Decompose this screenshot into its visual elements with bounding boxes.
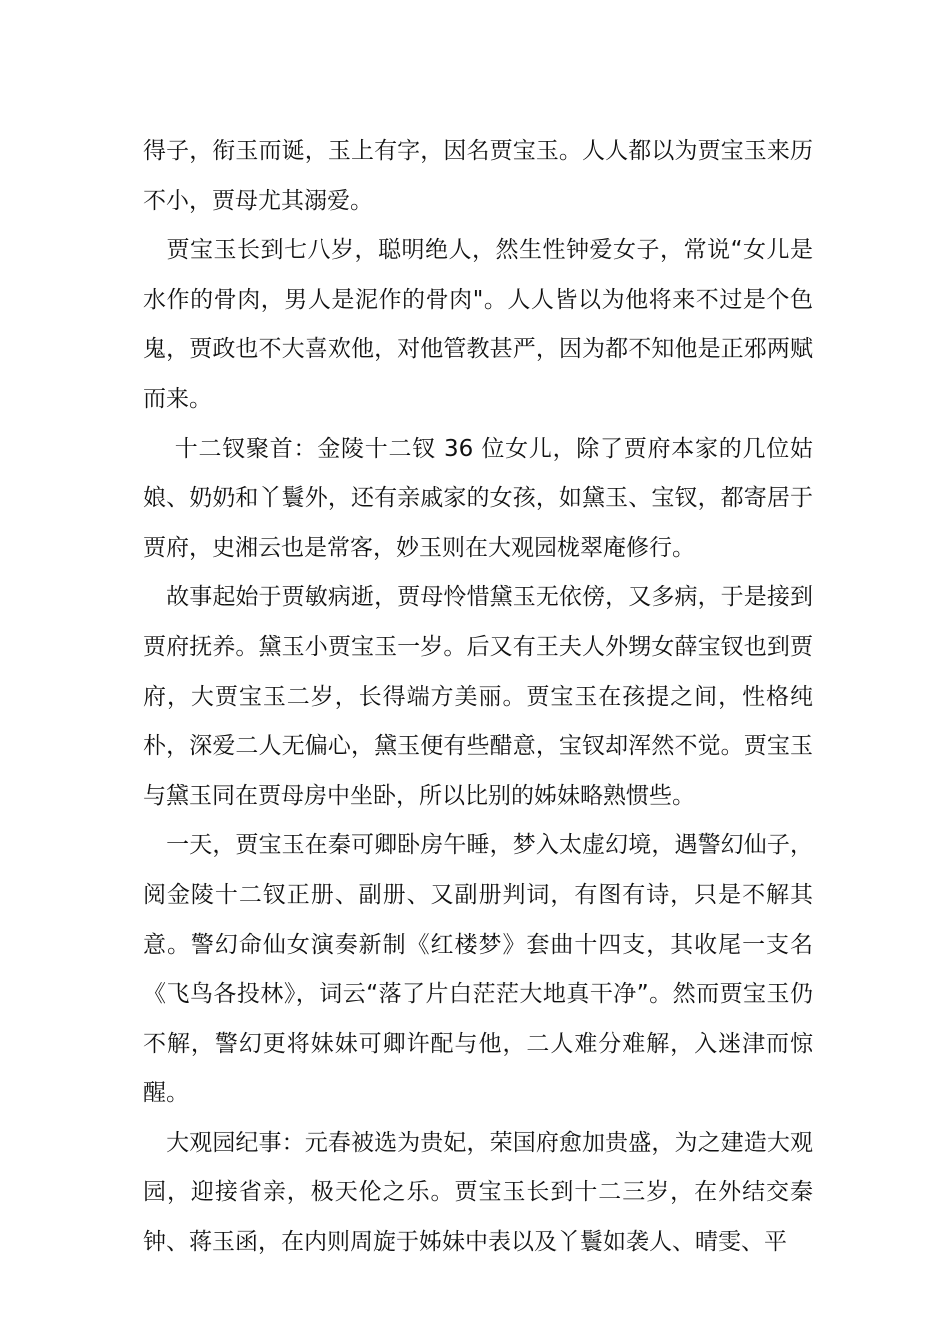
paragraph-5: 一天，贾宝玉在秦可卿卧房午睡，梦入太虚幻境，遇警幻仙子，阅金陵十二钗正册、副册、又副册判词，有图有诗，只是不解其意。警幻命仙女演奏新制《红楼梦》套曲十四支，其收尾一支名《飞鸟各投林》，词云“落了片白茫茫大地真干净”。然而贾宝玉仍不解，警幻更将妹妹可卿许配与他，二人难分难解，入迷津而惊醒。 bbox=[143, 832, 813, 1107]
paragraph-4: 故事起始于贾敏病逝，贾母怜惜黛玉无依傍，又多病，于是接到贾府抚养。黛玉小贾宝玉一岁。后又有王夫人外甥女薛宝钗也到贾府，大贾宝玉二岁，长得端方美丽。贾宝玉在孩提之间，性格纯朴，深爱二人无偏心，黛玉便有些醋意，宝钗却浑然不觉。贾宝玉与黛玉同在贾母房中坐卧，所以比别的姊妹略熟惯些。 bbox=[143, 584, 813, 809]
paragraph-2: 贾宝玉长到七八岁，聪明绝人，然生性钟爱女子，常说“女儿是水作的骨肉，男人是泥作的骨肉"。人人皆以为他将来不过是个色鬼，贾政也不大喜欢他，对他管教甚严，因为都不知他是正邪两赋而来。 bbox=[143, 237, 813, 412]
paragraph-3: 十二钗聚首：金陵十二钗 36 位女儿，除了贾府本家的几位姑娘、奶奶和丫鬟外，还有亲戚家的女孩，如黛玉、宝钗，都寄居于贾府，史湘云也是常客，妙玉则在大观园栊翠庵修行。 bbox=[143, 435, 813, 561]
paragraph-6: 大观园纪事：元春被选为贵妃，荣国府愈加贵盛，为之建造大观园，迎接省亲，极天伦之乐。贾宝玉长到十二三岁，在外结交秦钟、蒋玉函，在内则周旋于姊妹中表以及丫鬟如袭人、晴雯、平 bbox=[143, 1129, 813, 1256]
paragraph-1: 得子，衔玉而诞，玉上有字，因名贾宝玉。人人都以为贾宝玉来历不小，贾母尤其溺爱。 bbox=[143, 138, 813, 214]
document-body bbox=[143, 127, 813, 1268]
